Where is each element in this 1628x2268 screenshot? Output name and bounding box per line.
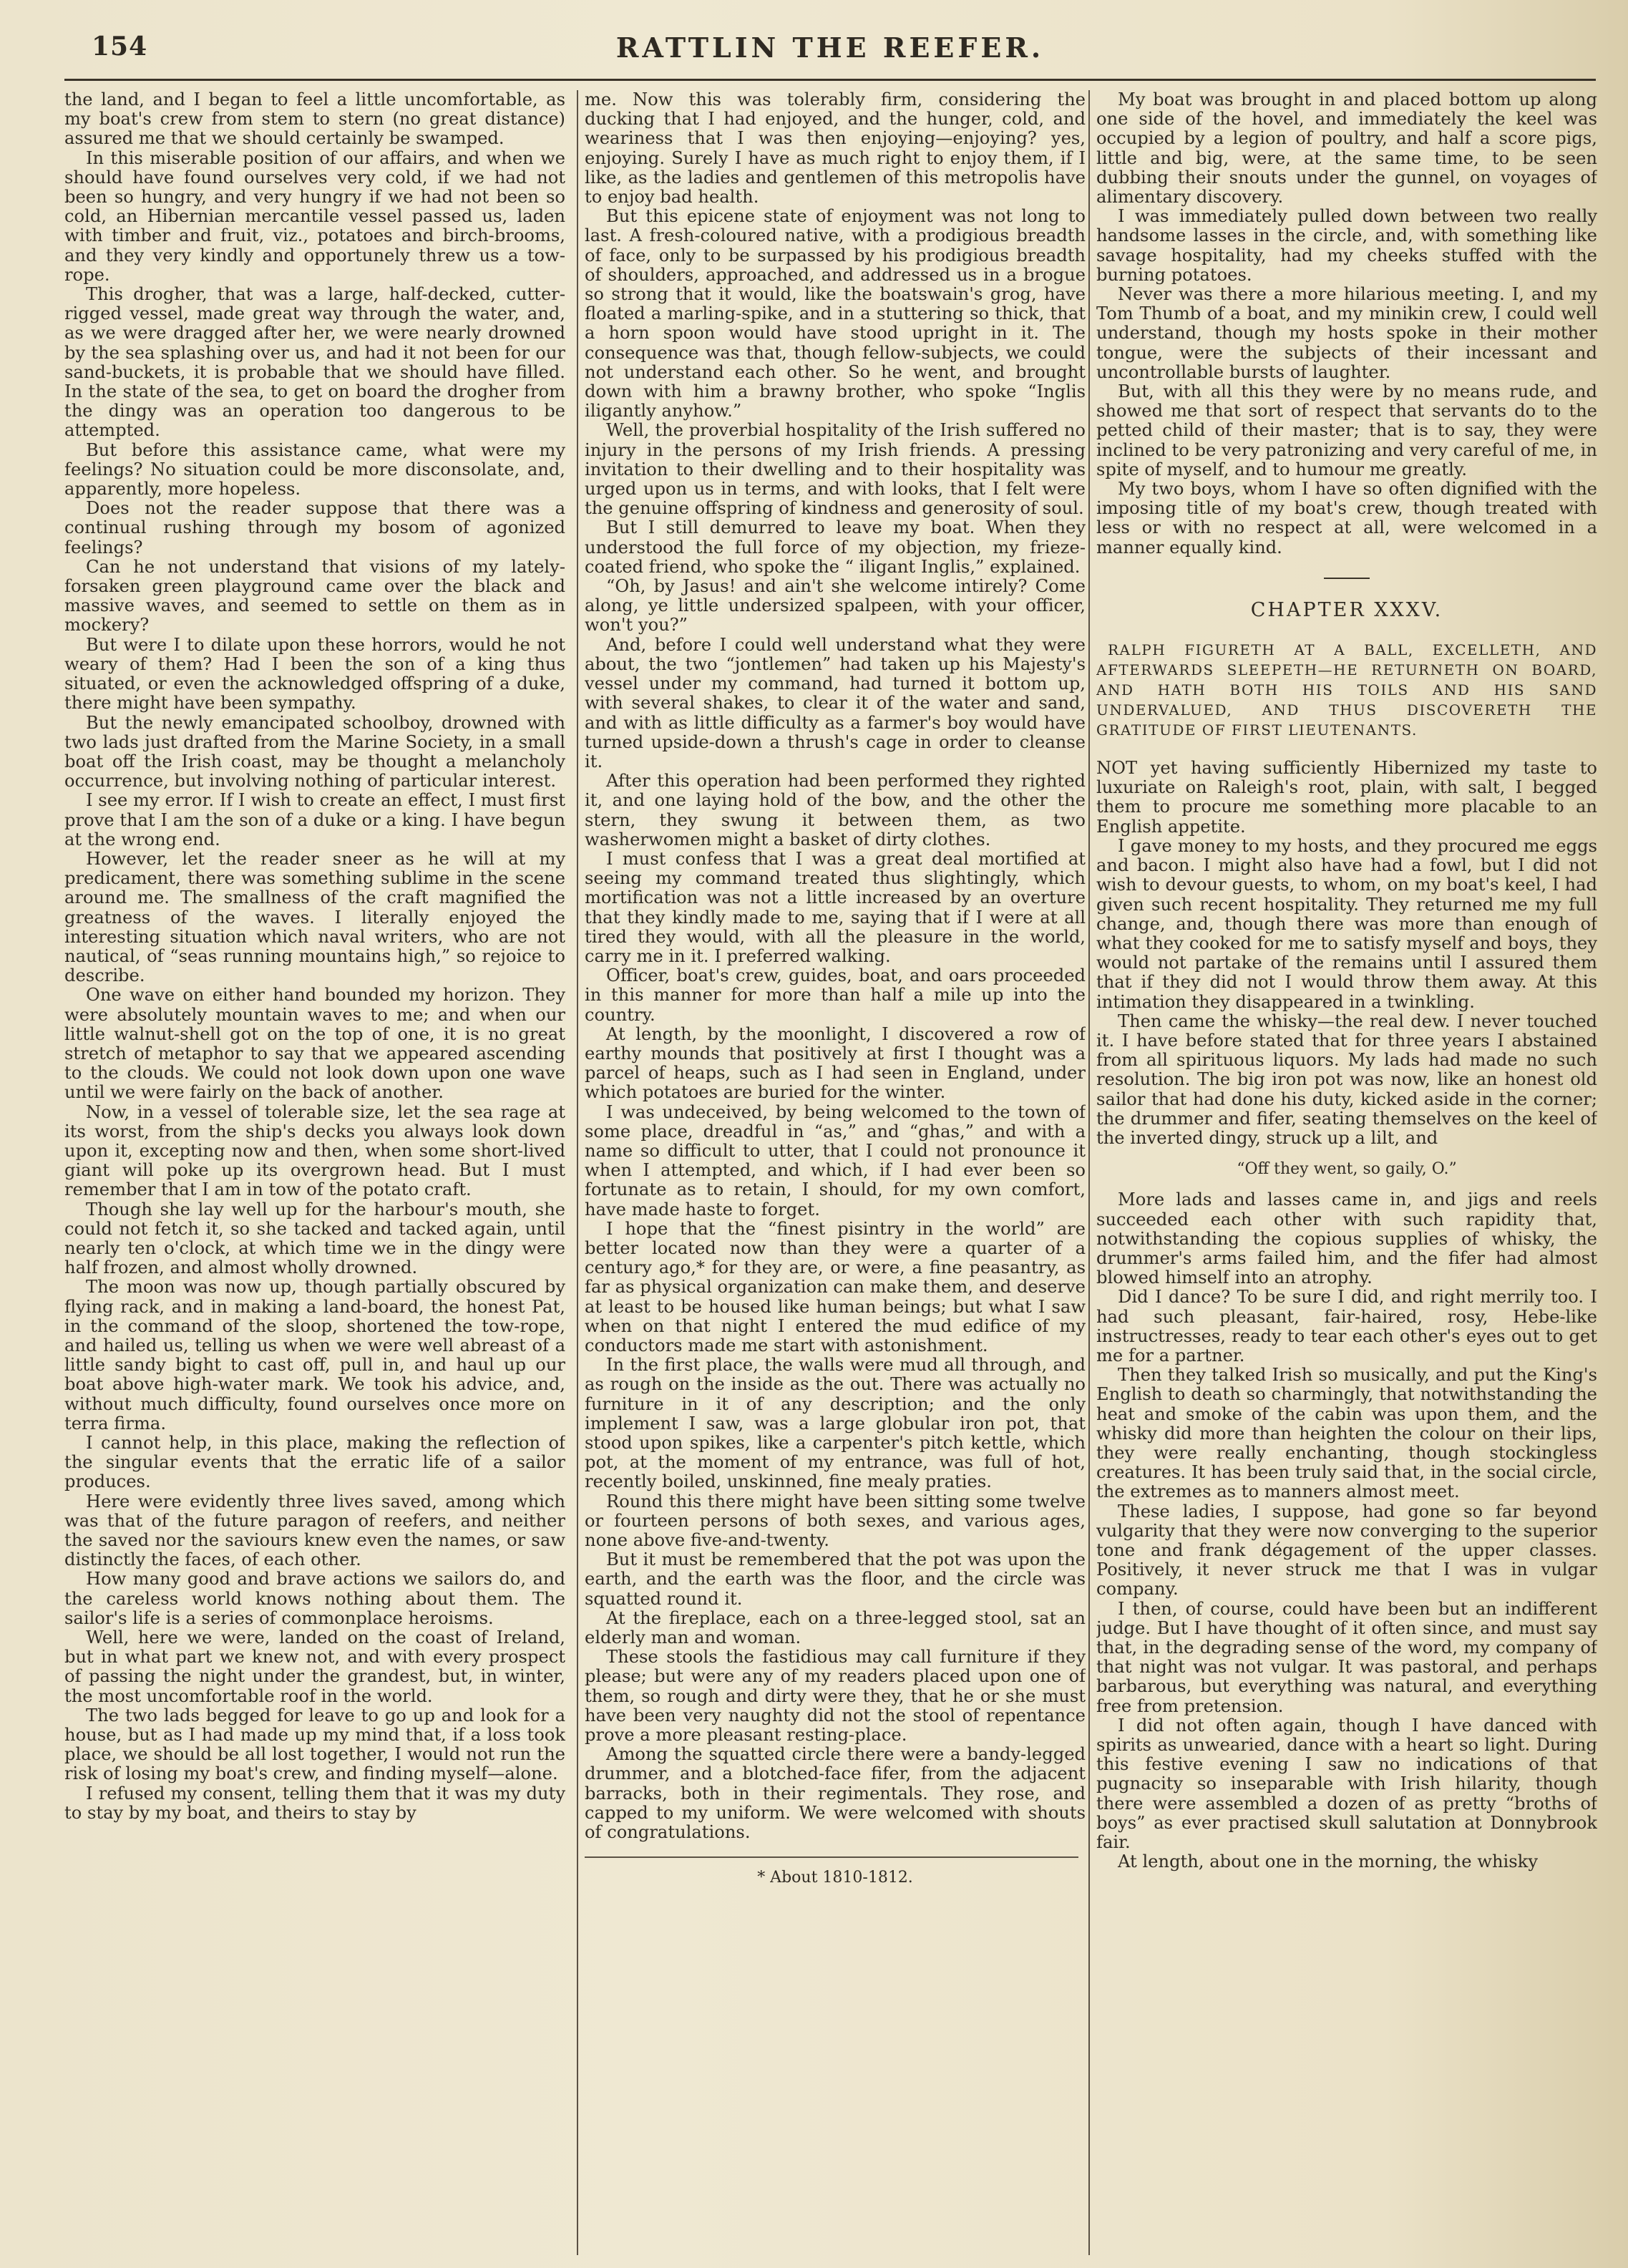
paragraph: Does not the reader suppose that there was a continual rushing through my bosom of agonized feelings? [64,498,565,558]
column-divider [577,90,578,2255]
paragraph: These stools the fastidious may call furniture if they please; but were any of my readers placed upon one of them, so rough and dirty were they, that he or she must have been very naughty did not the stool of repentance prove a more pleasant resting-place. [585,1647,1086,1746]
paragraph: I cannot help, in this place, making the reflection of the singular events that the erratic life of a sailor produces. [64,1433,565,1492]
paragraph: The moon was now up, though partially obscured by flying rack, and in making a land-board, the honest Pat, in the command of the sloop, shortened the tow-rope, and hailed us, telling us when we were well abreast of a little sandy bight to cast off, pull in, and haul up our boat above high-water mark. We took his advice, and, without much difficulty, found ourselves once more on terra firma. [64,1277,565,1434]
paragraph: My two boys, whom I have so often dignified with the imposing title of my boat's crew, though treated with less or with no respect at all, were welcomed in a manner equally kind. [1096,479,1597,558]
paragraph: Can he not understand that visions of my lately-forsaken green playground came over the black and massive waves, and seemed to settle on them as in mockery? [64,556,565,636]
paragraph: I was immediately pulled down between two really handsome lasses in the circle, and, with something like savage hospitality, had my cheeks stuffed with the burning potatoes. [1096,206,1597,285]
paragraph: In this miserable position of our affairs, and when we should have found ourselves very cold, if we had not been so hungry, and very hungry if we had not been so cold, an Hibernian mercantile vessel passed us, laden with timber and fruit, viz., potatoes and birch-brooms, and they very kindly and opportunely threw us a tow-rope. [64,147,565,285]
paragraph: Then they talked Irish so musically, and put the King's English to death so charmingly, that notwithstanding the heat and smoke of the cabin was upon them, and the whisky did more than heighten the colour on their lips, they were really enchanting, though stockingless creatures. It has been truly said that, in the social circle, the extremes as to manners almost meet. [1096,1365,1597,1502]
paragraph: “Oh, by Jasus! and ain't she welcome intirely? Come along, ye little undersized spalpeen, with your officer, won't you?” [585,576,1086,636]
paragraph: At the fireplace, each on a three-legged stool, sat an elderly man and woman. [585,1607,1086,1648]
paragraph: One wave on either hand bounded my horizon. They were absolutely mountain waves to me; and when our little walnut-shell got on the top of one, it is no great stretch of metaphor to say that we appeared ascending to the clouds. We could not look down upon one wave until we were fairly on the back of another. [64,985,565,1103]
running-title: RATTLIN THE REEFER. [615,31,1045,64]
paragraph: I then, of course, could have been but an indifferent judge. But I have thought of it often since, and must say that, in the degrading sense of the word, my company of that night was not vulgar. It was pastoral, and perhaps barbarous, but everything was natural, and everything free from pretension. [1096,1598,1597,1716]
text-column-3 [1096,90,1597,2259]
paragraph: In the first place, the walls were mud all through, and as rough on the inside as the out. There was actually no furniture in it of any description; and the only implement I saw, was a large globular iron pot, that stood upon spikes, like a carpenter's pitch kettle, which pot, at the moment of my entrance, was full of hot, recently boiled, unskinned, fine mealy praties. [585,1355,1086,1492]
chapter-summary: RALPH FIGURETH AT A BALL, EXCELLETH, AND AFTERWARDS SLEEPETH—HE RETURNETH ON BOARD, AND HATH BOTH HIS TOILS AND HIS SAND UNDERVALUED, AND THUS DISCOVERETH THE GRATITUDE OF FIRST LIEUTENANTS. [1096,641,1597,739]
paragraph: However, let the reader sneer as he will at my predicament, there was something sublime in the scene around me. The smallness of the craft magnified the greatness of the waves. I literally enjoyed the interesting situation which naval writers, who are not nautical, of “seas running mountains high,” so rejoice to describe. [64,848,565,986]
paragraph: Never was there a more hilarious meeting. I, and my Tom Thumb of a boat, and my minikin crew, I could well understand, though my hosts spoke in their mother tongue, were the subjects of their incessant and uncontrollable bursts of laughter. [1096,284,1597,382]
page-header [64,27,1596,77]
paragraph: Did I dance? To be sure I did, and right merrily too. I had such pleasant, fair-haired, rosy, Hebe-like instructresses, ready to tear each other's eyes out to get me for a partner. [1096,1287,1597,1366]
paragraph: More lads and lasses came in, and jigs and reels succeeded each other with such rapidity that, notwithstanding the copious supplies of whisky, the drummer's arms failed him, and the fifer had almost blowed himself into an atrophy. [1096,1189,1597,1288]
paragraph: At length, by the moonlight, I discovered a row of earthy mounds that positively at first I thought was a parcel of heaps, such as I had seen in England, under which potatoes are buried for the winter. [585,1023,1086,1103]
paragraph: But this epicene state of enjoyment was not long to last. A fresh-coloured native, with a prodigious breadth of face, only to be surpassed by his prodigious breadth of shoulders, approached, and addressed us in a brogue so strong that it would, like the boatswain's grog, have floated a marling-spike, and in a stuttering so thick, that a horn spoon would have stood upright in it. The consequence was that, though fellow-subjects, we could not understand each other. So he went, and brought down with him a brawny brother, who spoke “Inglis iligantly anyhow.” [585,206,1086,422]
text-column-1 [64,90,565,2259]
footnote: * About 1810-1812. [757,1869,913,1887]
paragraph: But were I to dilate upon these horrors, would he not weary of them? Had I been the son of a king thus situated, or even the acknowledged offspring of a duke, there might have been sympathy. [64,634,565,714]
paragraph: But before this assistance came, what were my feelings? No situation could be more disconsolate, and, apparently, more hopeless. [64,439,565,500]
paragraph: I see my error. If I wish to create an effect, I must first prove that I am the son of a duke or a king. I have begun at the wrong end. [64,790,565,850]
paragraph: NOT yet having sufficiently Hibernized my taste to luxuriate on Raleigh's root, plain, with salt, I begged them to procure me something more placable to an English appetite. [1096,758,1597,837]
paragraph: But the newly emancipated schoolboy, drowned with two lads just drafted from the Marine Society, in a small boat off the Irish coast, may be thought a melancholy occurrence, but involving nothing of particular interest. [64,712,565,792]
paragraph: This drogher, that was a large, half-decked, cutter-rigged vessel, made great way through the water, and, as we were dragged after her, we were nearly drowned by the sea splashing over us, and had it not been for our sand-buckets, it is probable that we should have filled. In the state of the sea, to get on board the drogher from the dingy was an operation too dangerous to be attempted. [64,284,565,441]
paragraph: Now, in a vessel of tolerable size, let the sea rage at its worst, from the ship's decks you always look down upon it, excepting now and then, when some short-lived giant will poke up its overgrown head. But I must remember that I am in tow of the potato craft. [64,1101,565,1200]
paragraph: At length, about one in the morning, the whisky [1118,1851,1538,1872]
song-quote: “Off they went, so gaily, O.” [1237,1160,1457,1179]
chapter-title: CHAPTER XXXV. [1250,598,1443,621]
paragraph: Well, here we were, landed on the coast of Ireland, but in what part we knew not, and with every prospect of passing the night under the grandest, but, in winter, the most uncomfortable roof in the world. [64,1627,565,1706]
paragraph: Here were evidently three lives saved, among which was that of the future paragon of reefers, and neither the saved nor the saviours knew even the names, or saw distinctly the faces, of each other. [64,1491,565,1570]
footnote-rule [585,1856,1078,1858]
paragraph: But I still demurred to leave my boat. When they understood the full force of my objection, my frieze-coated friend, who spoke the “ iligant Inglis,” explained. [585,517,1086,577]
paragraph: I hope that the “finest pisintry in the world” are better located now than they were a quarter of a century ago,* for they are, or were, a fine peasantry, as far as physical organization can make them, and deserve at least to be housed like human beings; but what I saw when on that night I entered the mud edifice of my conductors made me start with astonishment. [585,1218,1086,1356]
paragraph: I refused my consent, telling them that it was my duty to stay by my boat, and theirs to stay by [64,1783,565,1823]
column-divider [1088,90,1090,2255]
paragraph: And, before I could well understand what they were about, the two “jontlemen” had taken up his Majesty's vessel under my command, had turned it bottom up, with several shakes, to clear it of the water and sand, and with as little difficulty as a farmer's boy would have turned upside-down a thrush's cage in order to cleanse it. [585,634,1086,772]
paragraph: These ladies, I suppose, had gone so far beyond vulgarity that they were now converging to the superior tone and frank dégagement of the upper classes. Positively, it never struck me that I was in vulgar company. [1096,1501,1597,1600]
paragraph: I must confess that I was a great deal mortified at seeing my command treated thus slightingly, which mortification was not a little increased by an overture that they kindly made to me, saying that if I were at all tired they would, with all the pleasure in the world, carry me in it. I preferred walking. [585,848,1086,966]
paragraph: But, with all this they were by no means rude, and showed me that sort of respect that servants do to the petted child of their master; that is to say, they were inclined to be very patronizing and very careful of me, in spite of myself, and to humour me greatly. [1096,381,1597,480]
page-number: 154 [92,31,148,62]
paragraph: I did not often again, though I have danced with spirits as unwearied, dance with a heart so light. During this festive evening I saw no indications of that pugnacity so inseparable with Irish hilarity, though there were assembled a dozen of as pretty “broths of boys” as ever practised skull salutation at Donnybrook fair. [1096,1715,1597,1853]
paragraph: How many good and brave actions we sailors do, and the careless world knows nothing about them. The sailor's life is a series of commonplace heroisms. [64,1569,565,1628]
paragraph: After this operation had been performed they righted it, and one laying hold of the bow, and the other the stern, they swung it between them, as two washerwomen might a basket of dirty clothes. [585,771,1086,850]
paragraph: My boat was brought in and placed bottom up along one side of the hovel, and immediately the keel was occupied by a legion of poultry, and half a score pigs, little and big, were, at the same time, to be seen dubbing their snouts under the gunnel, on voyages of alimentary discovery. [1096,90,1597,208]
paragraph: Well, the proverbial hospitality of the Irish suffered no injury in the persons of my Irish friends. A pressing invitation to their dwelling and to their hospitality was urged upon us in terms, and with looks, that I felt were the genuine offspring of kindness and generosity of soul. [585,420,1086,519]
text-column-2 [585,90,1086,2259]
paragraph: Among the squatted circle there were a bandy-legged drummer, and a blotched-face fifer, from the adjacent barracks, both in their regimentals. They rose, and capped to my uniform. We were welcomed with shouts of congratulations. [585,1744,1086,1843]
paragraph: I was undeceived, by being welcomed to the town of some place, dreadful in “as,” and “ghas,” and with a name so difficult to utter, that I could not pronounce it when I attempted, and which, if I had ever been so fortunate as to retain, I should, for my own comfort, have made haste to forget. [585,1101,1086,1220]
paragraph: Though she lay well up for the harbour's mouth, she could not fetch it, so she tacked and tacked again, until nearly ten o'clock, at which time we in the dingy were half frozen, and almost wholly drowned. [64,1199,565,1278]
section-divider [1324,578,1370,579]
paragraph: Round this there might have been sitting some twelve or fourteen persons of both sexes, and various ages, none above five-and-twenty. [585,1491,1086,1551]
header-rule [64,79,1596,81]
paragraph: Officer, boat's crew, guides, boat, and oars proceeded in this manner for more than half a mile up into the country. [585,965,1086,1025]
paragraph: But it must be remembered that the pot was upon the earth, and the earth was the floor, and the circle was squatted round it. [585,1549,1086,1609]
paragraph: The two lads begged for leave to go up and look for a house, but as I had made up my mind that, if a loss took place, we should be all lost together, I would not run the risk of losing my boat's crew, and finding myself—alone. [64,1705,565,1784]
paragraph: I gave money to my hosts, and they procured me eggs and bacon. I might also have had a fowl, but I did not wish to devour guests, to whom, on my boat's keel, I had given such recent hospitality. They returned me my full change, and, though there was more than enough of what they cooked for me to satisfy myself and boys, they would not partake of the remains until I assured them that if they did not I would throw them away. At this intimation they disappeared in a twinkling. [1096,835,1597,1012]
paragraph: Then came the whisky—the real dew. I never touched it. I have before stated that for three years I abstained from all spirituous liquors. My lads had made no such resolution. The big iron pot was now, like an honest old sailor that had done his duty, kicked aside in the corner; the drummer and fifer, seating themselves on the keel of the inverted dingy, struck up a lilt, and [1096,1011,1597,1148]
paragraph: me. Now this was tolerably firm, considering the ducking that I had enjoyed, and the hunger, cold, and weariness that I was then enjoying—enjoying? yes, enjoying. Surely I have as much right to enjoy them, if I like, as the ladies and gentlemen of this metropolis have to enjoy bad health. [585,90,1086,208]
paragraph: the land, and I began to feel a little uncomfortable, as my boat's crew from stem to stern (no great distance) assured me that we should certainly be swamped. [64,90,565,149]
